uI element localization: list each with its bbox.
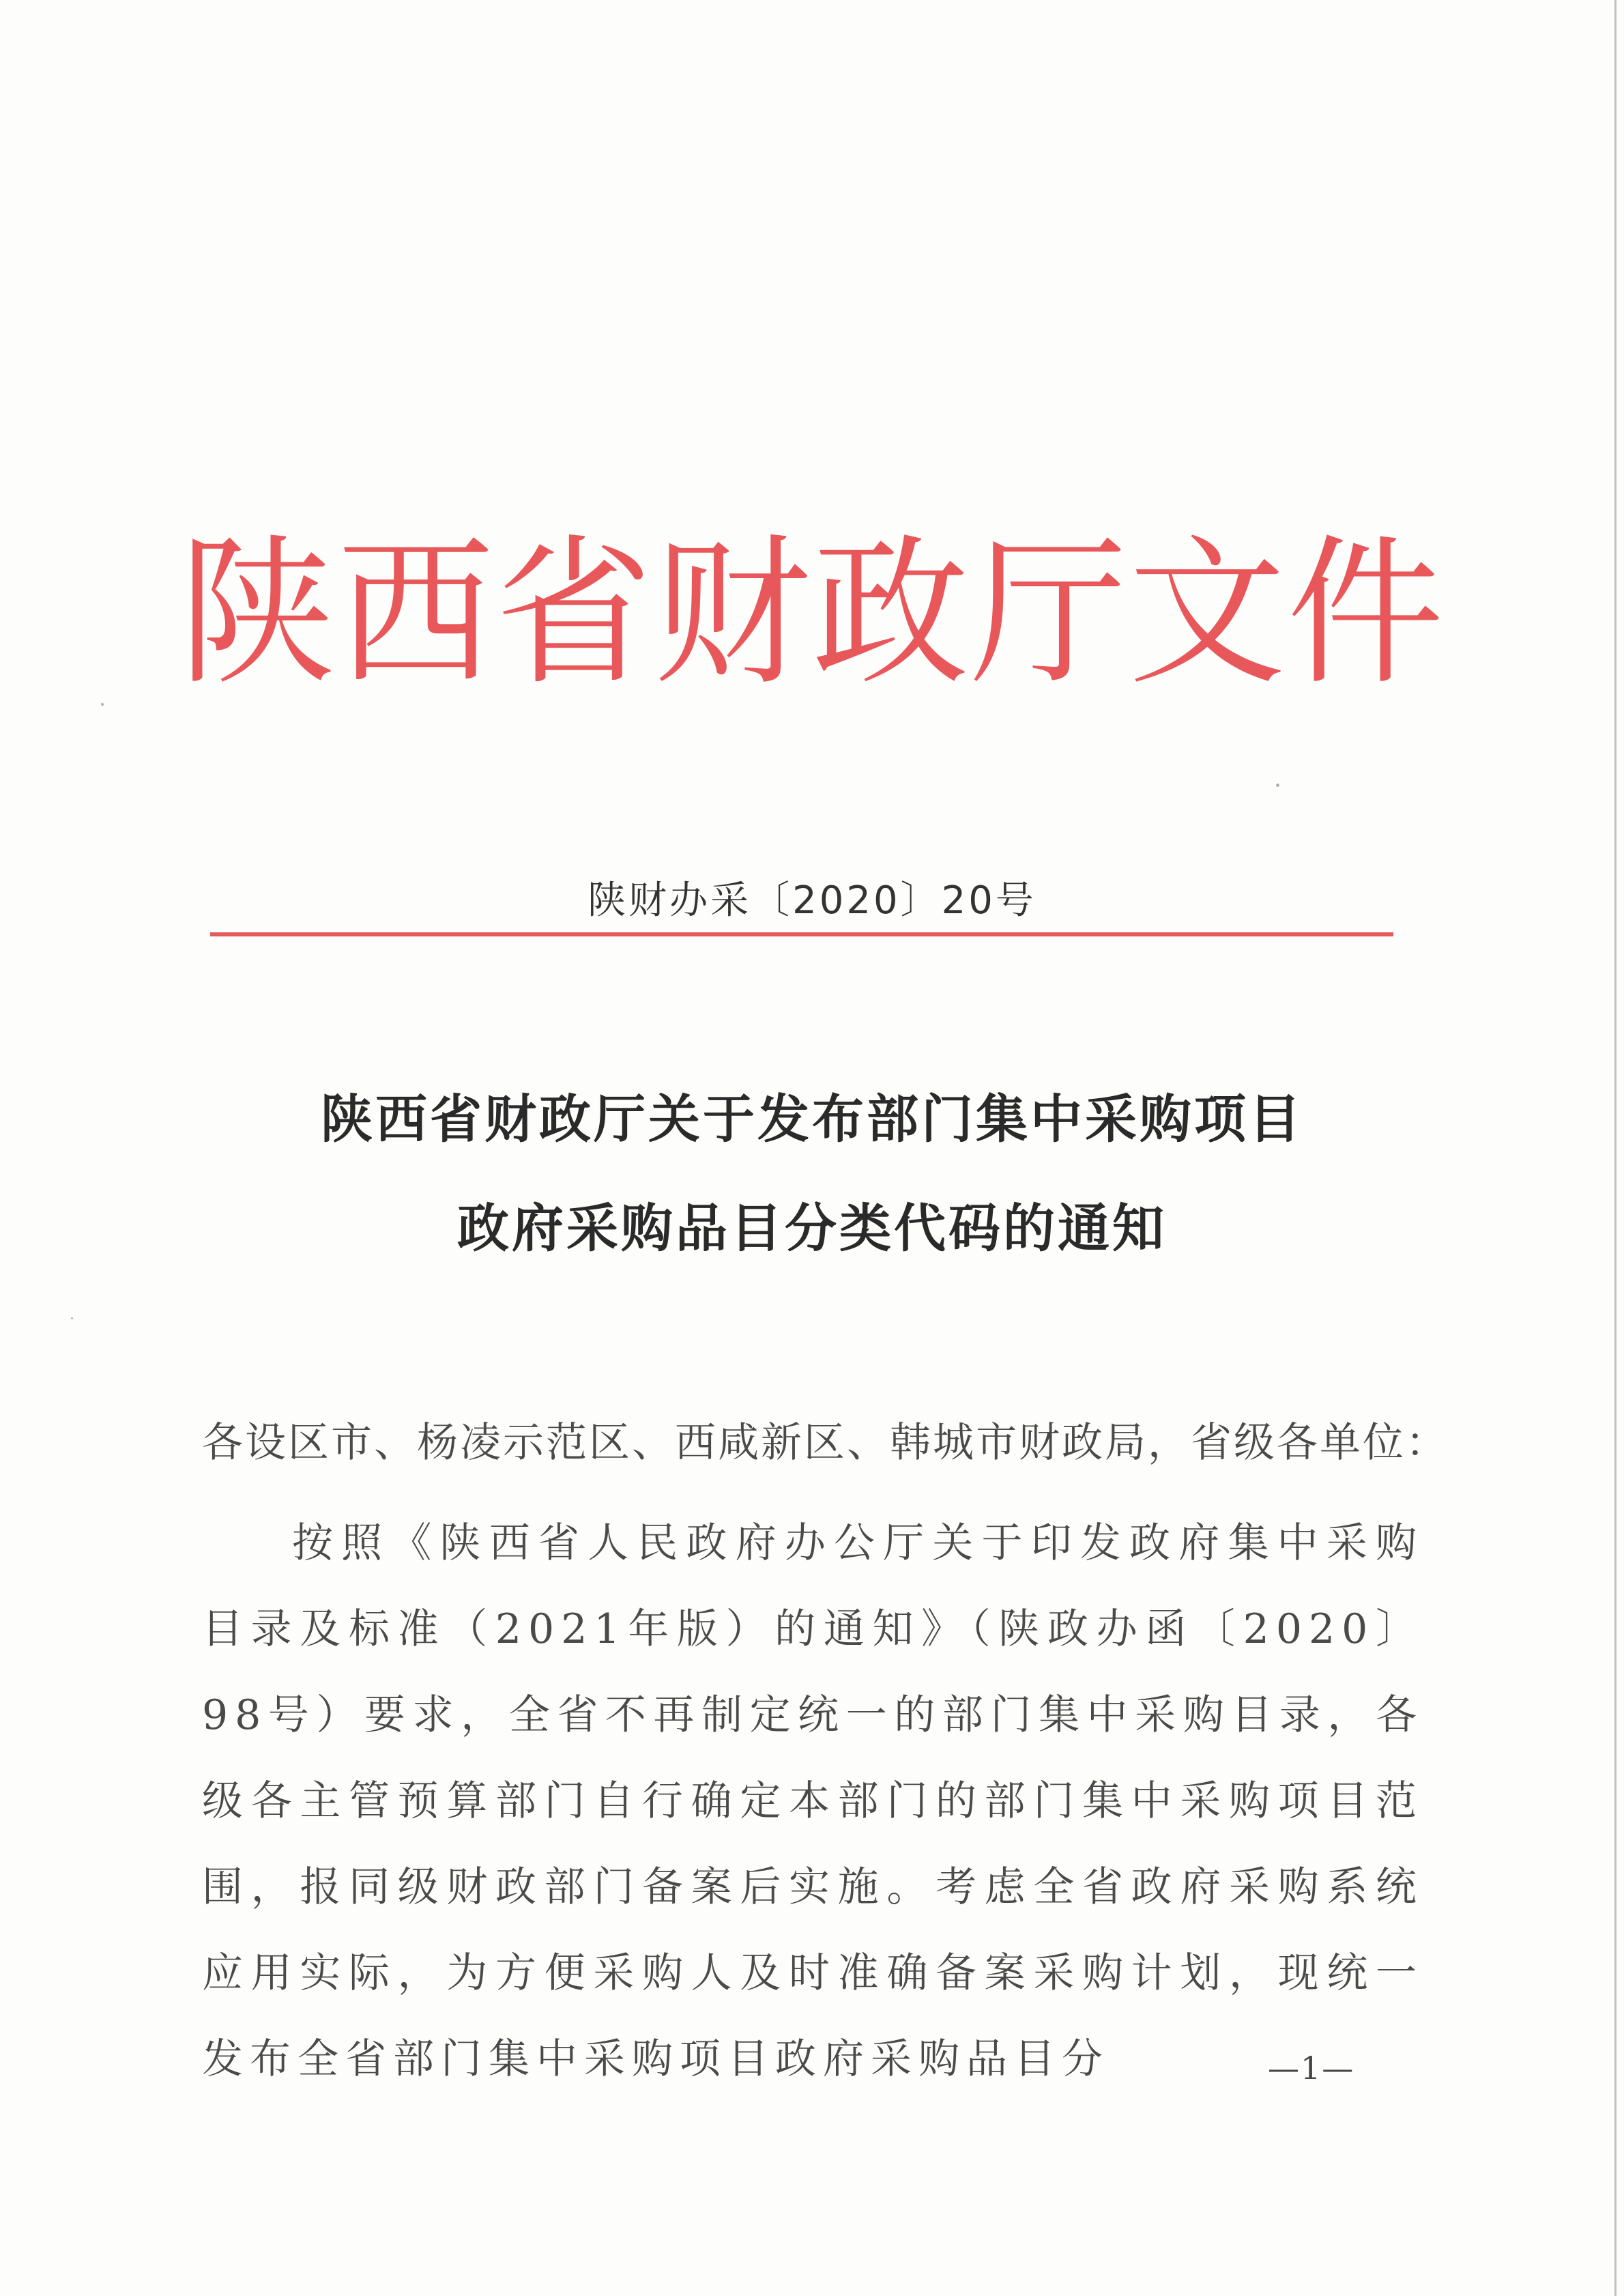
title-line-2: 政府采购品目分类代码的通知 [457, 1198, 1167, 1259]
red-divider [210, 932, 1393, 936]
scan-speck [71, 1317, 73, 1319]
masthead-title: 陕西省财政厅文件 [178, 521, 1445, 707]
body-paragraph: 按照《陕西省人民政府办公厅关于印发政府集中采购目录及标准（2021年版）的通知》（陕政办函〔2020〕98号）要求，全省不再制定统一的部门集中采购目录，各级各主管预算部门自行确定本部门的部门集中采购项目范围，报同级财政部门备案后实施。考虑全省政府采购系统应用实际，为方便采购人及时准确备案采购计划，现统一发布全省部门集中采购项目政府采购品目分 [202, 1519, 1423, 2083]
title-line-1: 陕西省财政厅关于发布部门集中采购项目 [321, 1089, 1303, 1149]
page-number: —1— [1268, 2050, 1355, 2086]
salutation: 各设区市、杨凌示范区、西咸新区、韩城市财政局，省级各单位： [202, 1419, 1449, 1467]
scan-speck [101, 703, 104, 706]
notice-title [0, 1065, 1624, 1283]
scan-speck [1276, 784, 1279, 787]
document-number: 陕财办采〔2020〕20号 [588, 878, 1036, 923]
